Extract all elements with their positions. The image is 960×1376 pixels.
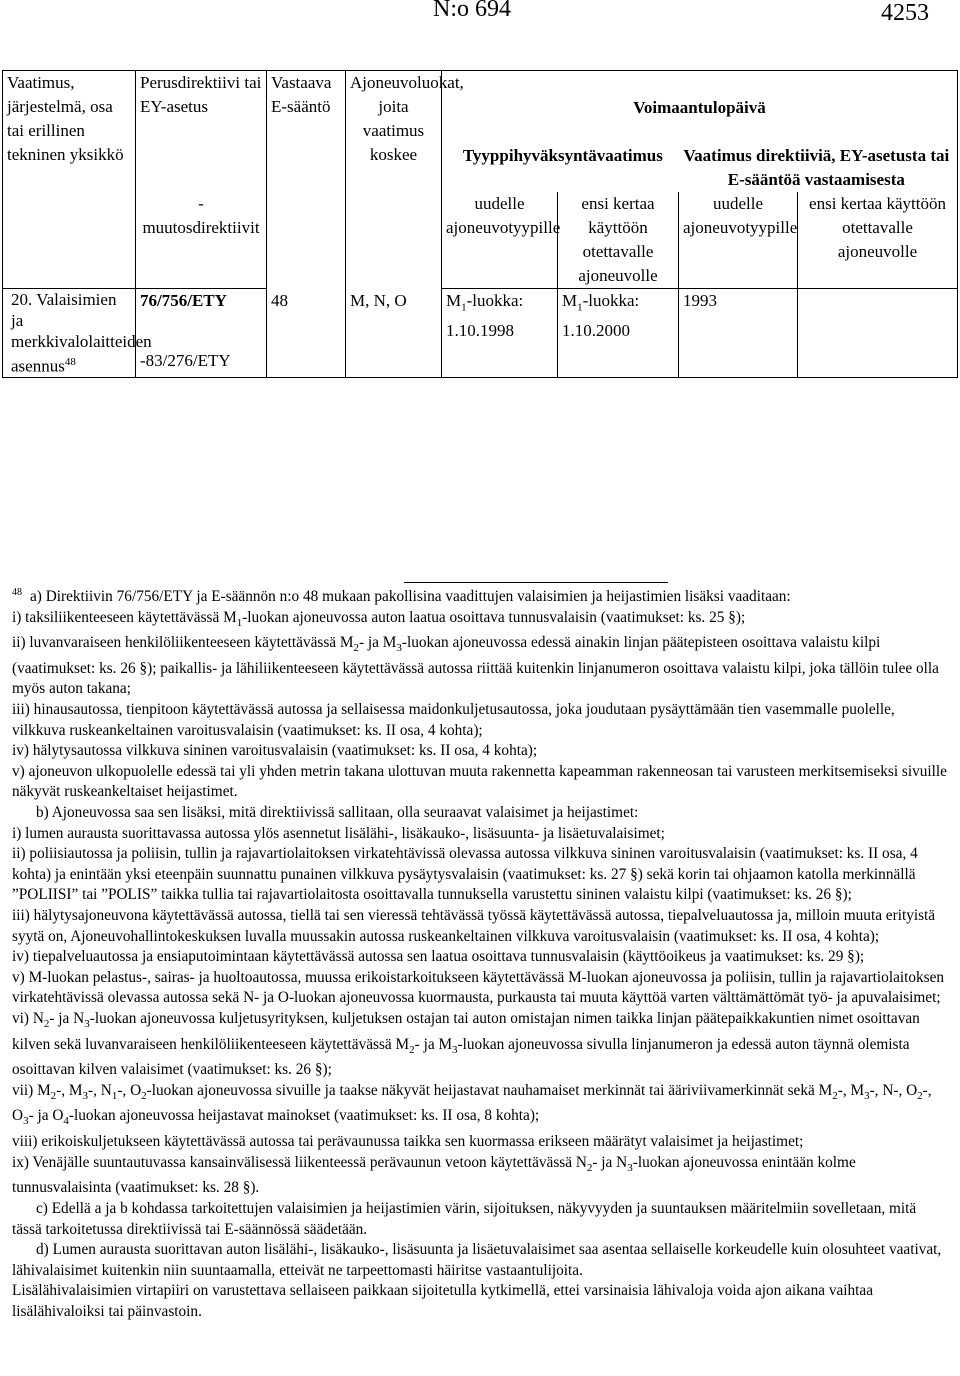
row-ta-first-date: 1.10.2000 (562, 321, 630, 341)
row-e-regulation: 48 (267, 289, 346, 378)
row-type-approval-first (558, 289, 679, 378)
row-footnote-marker: 48 (64, 356, 76, 368)
row-vehicle-classes: M, N, O (346, 289, 442, 378)
row-ta-first-suffix: -luokka: (582, 291, 640, 310)
row-directive: 76/756/ETY (140, 291, 227, 310)
footnote-48 (0, 587, 960, 1323)
footnote-b-iv: iv) tiepalveluautossa ja ensiaputoimintaan käytettävässä autossa sen laatua osoittava tunnusvalaisin (käyttöoikeus ja vaatimukset: ks. 29 §); (12, 948, 865, 966)
header-effective-date: Voimaantulopäivä (633, 98, 766, 117)
header-requirement: Vaatimus, järjestelmä, osa tai erillinen tekninen yksikkö (3, 71, 136, 193)
footnote-b-vi: vi) $N_2-$ ja $N_3$-luokan ajoneuvossa kuljetusyrityksen, kuljetuksen ostajan tai auton omistajan nimen taikka linjan päätepaikkakuntien nimet osoittavan kilven sekä luvanvaraiseen henkilöliikenteeseen käytettävässä $M_2-$ ja $M_3$-luokan ajoneuvossa sivulla linjanumeron ja edessä auton täynnä olemista osoittavan kilven valaisimet (vaatimukset: ks. 26 §); (12, 1009, 920, 1079)
footnote-b-iii: iii) hälytysajoneuvona käytettävässä autossa, tiellä tai sen vieressä tehtävässä työssä käytettävässä autossa, tiepalveluautossa ja, milloin muuta erityistä syytä on, Ajoneuvohallintokeskuksen luvalla muussakin autossa ruskeankeltainen vilkkuva varoitusvalaisin (vaatimukset: ks. II osa, 4 kohta); (12, 907, 936, 945)
page-number: 4253 (881, 0, 929, 26)
row-compliance-first (798, 289, 958, 378)
footnote-b-vii: vii) $M_2-$, $M_3-$, $N_1-$, $O_2$-luokan ajoneuvossa sivuille ja taakse näkyvät heijastavat nauhamaiset merkinnät tai ääriviivamerkinnät sekä $M_2-$, $M_3-$, N-, $O_2-$, $O_3-$ ja $O_4$-luokan ajoneuvossa heijastavat mainokset (vaatimukset: ks. II osa, 8 kohta); (12, 1081, 932, 1128)
footnote-a-v: v) ajoneuvon ulkopuolelle edessä tai yli yhden metrin takana ulottuvan muuta rakennetta kapeamman rakenneosan tai varusteen merkitsemiseksi sivuille näkyvät ruskeankeltaiset heijastimet. (12, 762, 947, 801)
header-compliance: Vaatimus direktiiviä, EY-asetusta tai E-sääntöä vastaamisesta (683, 146, 950, 189)
row-compliance-new: 1993 (679, 289, 798, 378)
header-amending-directives: -muutosdirektiivit (136, 192, 267, 289)
subheader-spacer (3, 192, 136, 289)
footnote-a-iii: iii) hinausautossa, tienpitoon käytettävässä autossa ja sellaisessa maidonkuljetusautossa, joka joudutaan pysäyttämään tien vasemmalle puolelle, vilkkuva ruskeankeltainen varoitusvalaisin (vaatimukset: ks. II osa, 4 kohta); (12, 701, 895, 739)
row-amending: -83/276/ETY (140, 351, 231, 370)
header-row (3, 71, 958, 193)
footnote-a-intro (0, 587, 960, 608)
footnote-a-iv: iv) hälytysautossa vilkkuva sininen varoitusvalaisin (vaatimukset: ks. II osa, 4 kohta); (12, 742, 538, 760)
footnote-b-i: i) lumen aurausta suorittavassa autossa ylös asennetut lisälähi-, lisäkauko-, lisäsuunta- ja lisäetuvalaisimet; (12, 824, 665, 842)
footnote-a-intro-text: a) Direktiivin 76/756/ETY ja E-säännön n:o 48 mukaan pakollisina vaadittujen valaisimien ja heijastimien lisäksi vaaditaan: (30, 588, 791, 605)
row-ta-new-suffix: -luokka: (466, 291, 524, 310)
footnote-c: c) Edellä a ja b kohdassa tarkoitettujen valaisimien ja heijastimien värin, sijoituksen, näkyvyyden ja suuntauksen määritelmiin sovelletaan, mitä tässä tarkoitetussa direktiivissä tai E-säännössä säädetään. (12, 1199, 917, 1238)
row-ta-new-date: 1.10.1998 (446, 321, 514, 341)
row-ta-new-class: M (446, 291, 462, 310)
footnote-b-v: v) M-luokan pelastus-, sairas- ja huoltoautossa, muussa erikoistarkoitukseen käytettävässä M-luokan ajoneuvossa ja poliisin, tullin ja rajavartiolaitoksen virkatehtävissä olevassa autossa sekä N- ja O-luokan ajoneuvossa kuormausta, purkausta tai muuta käyttöä varten välttämättömät työ- ja apuvalaisimet; (12, 968, 945, 1007)
header-effective-subgroups (446, 144, 953, 192)
footnote-b-viii: viii) erikoiskuljetukseen käytettävässä autossa tai perävaunussa taikka sen kuormassa erikseen määrätyt valaisimet ja heijastimet; (12, 1133, 804, 1151)
subheader-row (3, 192, 958, 289)
row-type-approval-new (442, 289, 558, 378)
table-row (3, 289, 958, 378)
row-ta-new-sub: 1 (461, 301, 467, 314)
row-directive-cell (136, 289, 267, 378)
footnote-closing: Lisälähivalaisimien virtapiiri on varustettava sellaiseen paikkaan sijoitetulla kytkimellä, ettei varsinaisia lähivaloja voida ajon aikana vaihtaa lisälähivaloiksi tai päinvastoin. (12, 1282, 874, 1320)
row-label (3, 289, 152, 378)
subheader-new-type-2: uudelle ajoneuvotyypille (679, 192, 798, 289)
footnote-a-i: i) taksiliikenteeseen käytettävässä $M_1$-luokan ajoneuvossa auton laatua osoittava tunnusvalaisin (vaatimukset: ks. 25 §); (12, 608, 746, 629)
footnote-b-ix: ix) Venäjälle suuntautuvassa kansainvälisessä liikenteessä perävaunun vetoon käytettävässä $N_2-$ ja $N_3$-luokan ajoneuvossa enintään kolme tunnusvalaisinta (vaatimukset: ks. 28 §). (12, 1153, 856, 1197)
footnote-marker: 48 (12, 587, 22, 598)
subheader-first-use-1: ensi kertaa käyttöön otettavalle ajoneuvolle (558, 192, 679, 289)
footnote-b-intro: b) Ajoneuvossa saa sen lisäksi, mitä direktiivissä sallitaan, olla seuraavat valaisimet ja heijastimet: (36, 804, 639, 822)
subheader-new-type-1: uudelle ajoneuvotyypille (442, 192, 558, 289)
footnote-d: d) Lumen aurausta suorittavan auton lisälähi-, lisäkauko-, lisäsuunta ja lisäetuvalaisimet saa asentaa sellaiselle korkeudelle kuin olosuhteet vaativat, lähivalaisimet kuitenkin niin suuntaamalla, etteivät ne tarpeettomasti häiritse vastaantulijoita. (12, 1241, 942, 1279)
header-e-regulation: Vastaava E-sääntö (267, 71, 346, 289)
row-label-text: 20. Valaisimien ja merkkivalolaitteiden asennus (11, 290, 152, 376)
row-ta-first-sub: 1 (577, 301, 583, 314)
header-vehicle-classes: Ajoneuvoluokat, joita vaatimus koskee (346, 71, 442, 289)
footnote-b-ii: ii) poliisiautossa ja poliisin, tullin ja rajavartiolaitoksen virkatehtävissä olevassa autossa vilkkuva sininen varoitusvalaisin (vaatimukset: ks. II osa, 4 kohta) ja enintään yksi eteenpäin suunnattu punainen vilkkuva pysäytysvalaisin (vaatimukset: ks. 27 §) sekä korin tai ohjaamon katolla merkinnällä ”POLIISI” tai ”POLIS” taikka tullia tai rajavartiolaitosta osoittavalla tunnuksella varustettu sininen valaistu kilpi (vaatimukset: ks. 26 §); (12, 845, 918, 904)
requirements-table (2, 70, 958, 378)
footnote-a-ii: ii) luvanvaraiseen henkilöliikenteeseen käytettävässä $M_2-$ ja $M_3$-luokan ajoneuvossa edessä ainakin linjan päätepisteen osoittava valaistu kilpi (vaatimukset: ks. 26 §); paikallis- ja lähiliikenteeseen käytettävässä autossa riittää kuitenkin linjanumeron osoittava valaistu kilpi, joka tällöin tulee olla myös auton takana; (12, 634, 939, 698)
footnote-separator (404, 582, 668, 583)
issue-number: N:o 694 (433, 0, 511, 22)
header-effective-date-group (442, 71, 958, 193)
header-type-approval: Tyyppihyväksyntävaatimus (462, 146, 663, 165)
subheader-first-use-2: ensi kertaa käyttöön otettavalle ajoneuvolle (798, 192, 958, 289)
header-directive: Perusdirektiivi tai EY-asetus (136, 71, 267, 193)
page-header (0, 0, 960, 40)
row-ta-first-class: M (562, 291, 578, 310)
